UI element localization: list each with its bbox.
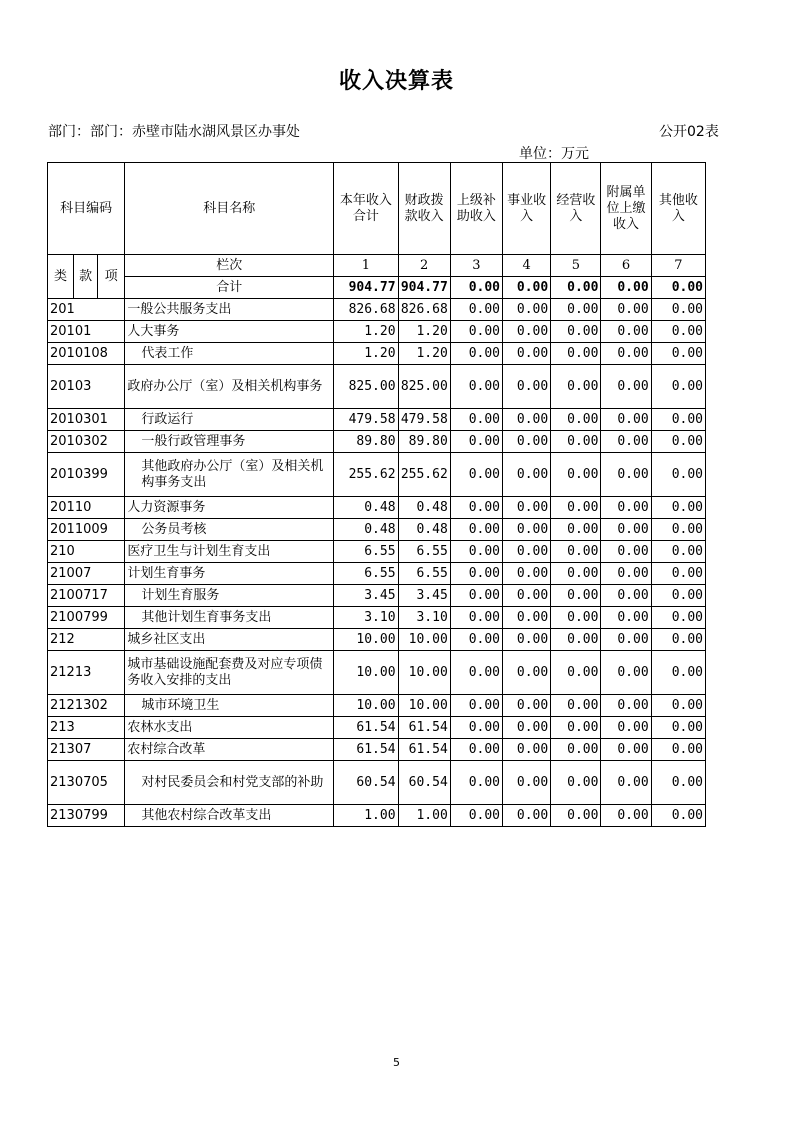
row-value: 479.58 bbox=[334, 409, 398, 431]
row-value: 0.00 bbox=[450, 629, 502, 651]
row-value: 1.00 bbox=[334, 805, 398, 827]
row-value: 3.10 bbox=[334, 607, 398, 629]
row-value: 0.00 bbox=[450, 365, 502, 409]
row-value: 0.00 bbox=[503, 431, 551, 453]
row-value: 0.00 bbox=[651, 497, 705, 519]
table-row bbox=[48, 695, 706, 717]
row-value: 0.00 bbox=[651, 453, 705, 497]
header-name: 科目名称 bbox=[125, 163, 334, 255]
row-value: 0.00 bbox=[551, 409, 601, 431]
row-name: 城市环境卫生 bbox=[125, 695, 334, 717]
row-value: 0.00 bbox=[503, 343, 551, 365]
row-value: 0.00 bbox=[551, 629, 601, 651]
table-row bbox=[48, 497, 706, 519]
row-value: 0.00 bbox=[450, 761, 502, 805]
row-value: 10.00 bbox=[398, 651, 450, 695]
col-index: 2 bbox=[398, 255, 450, 277]
row-value: 0.00 bbox=[551, 695, 601, 717]
table-row bbox=[48, 519, 706, 541]
row-code: 21213 bbox=[48, 651, 125, 695]
row-value: 60.54 bbox=[334, 761, 398, 805]
row-code: 2130705 bbox=[48, 761, 125, 805]
total-value: 0.00 bbox=[651, 277, 705, 299]
total-label: 合计 bbox=[125, 277, 334, 299]
page-title: 收入决算表 bbox=[338, 69, 454, 94]
row-value: 0.00 bbox=[503, 541, 551, 563]
row-value: 61.54 bbox=[334, 739, 398, 761]
row-value: 0.00 bbox=[651, 651, 705, 695]
row-value: 0.00 bbox=[450, 299, 502, 321]
row-code: 2130799 bbox=[48, 805, 125, 827]
row-value: 0.00 bbox=[503, 717, 551, 739]
row-value: 10.00 bbox=[398, 695, 450, 717]
row-value: 0.00 bbox=[450, 519, 502, 541]
row-name: 人大事务 bbox=[125, 321, 334, 343]
row-value: 0.00 bbox=[551, 585, 601, 607]
row-value: 6.55 bbox=[334, 563, 398, 585]
row-value: 826.68 bbox=[334, 299, 398, 321]
table-row bbox=[48, 761, 706, 805]
row-value: 0.00 bbox=[601, 563, 651, 585]
row-value: 1.20 bbox=[334, 321, 398, 343]
row-value: 0.00 bbox=[450, 453, 502, 497]
row-value: 0.00 bbox=[503, 739, 551, 761]
row-value: 0.00 bbox=[651, 299, 705, 321]
row-code: 201 bbox=[48, 299, 125, 321]
row-value: 0.00 bbox=[503, 365, 551, 409]
table-row bbox=[48, 585, 706, 607]
row-value: 0.00 bbox=[503, 629, 551, 651]
table-row bbox=[48, 629, 706, 651]
row-value: 0.00 bbox=[551, 453, 601, 497]
header-lanci: 栏次 bbox=[125, 255, 334, 277]
table-row bbox=[48, 563, 706, 585]
page-number: 5 bbox=[393, 1056, 400, 1069]
row-name: 城市基础设施配套费及对应专项债务收入安排的支出 bbox=[125, 651, 334, 695]
header-c7: 其他收入 bbox=[651, 163, 705, 255]
header-xiang: 项 bbox=[98, 255, 125, 299]
row-code: 2010301 bbox=[48, 409, 125, 431]
row-name: 公务员考核 bbox=[125, 519, 334, 541]
row-value: 0.00 bbox=[601, 607, 651, 629]
row-value: 0.00 bbox=[450, 563, 502, 585]
row-value: 0.00 bbox=[651, 431, 705, 453]
row-value: 0.00 bbox=[601, 541, 651, 563]
table-row bbox=[48, 453, 706, 497]
row-value: 0.48 bbox=[334, 519, 398, 541]
row-value: 0.00 bbox=[651, 629, 705, 651]
row-name: 其他农村综合改革支出 bbox=[125, 805, 334, 827]
header-lei: 类 bbox=[48, 255, 74, 299]
col-index: 7 bbox=[651, 255, 705, 277]
row-value: 825.00 bbox=[398, 365, 450, 409]
table-row bbox=[48, 431, 706, 453]
row-value: 0.00 bbox=[651, 563, 705, 585]
table-row bbox=[48, 651, 706, 695]
row-name: 一般公共服务支出 bbox=[125, 299, 334, 321]
row-value: 0.00 bbox=[503, 321, 551, 343]
row-value: 0.00 bbox=[651, 365, 705, 409]
row-code: 20103 bbox=[48, 365, 125, 409]
col-index: 4 bbox=[503, 255, 551, 277]
row-value: 60.54 bbox=[398, 761, 450, 805]
row-value: 0.00 bbox=[651, 607, 705, 629]
row-code: 20110 bbox=[48, 497, 125, 519]
row-value: 0.00 bbox=[551, 299, 601, 321]
row-value: 3.45 bbox=[334, 585, 398, 607]
row-value: 0.00 bbox=[503, 761, 551, 805]
row-code: 213 bbox=[48, 717, 125, 739]
table-row bbox=[48, 717, 706, 739]
row-name: 对村民委员会和村党支部的补助 bbox=[125, 761, 334, 805]
row-code: 210 bbox=[48, 541, 125, 563]
row-value: 0.00 bbox=[503, 409, 551, 431]
row-value: 0.00 bbox=[601, 761, 651, 805]
unit-label: 单位：万元 bbox=[519, 146, 589, 162]
row-value: 0.00 bbox=[450, 585, 502, 607]
row-value: 0.00 bbox=[450, 541, 502, 563]
table-row bbox=[48, 607, 706, 629]
row-name: 代表工作 bbox=[125, 343, 334, 365]
row-value: 10.00 bbox=[334, 651, 398, 695]
row-name: 城乡社区支出 bbox=[125, 629, 334, 651]
row-value: 0.00 bbox=[551, 365, 601, 409]
row-name: 人力资源事务 bbox=[125, 497, 334, 519]
row-value: 0.00 bbox=[601, 717, 651, 739]
header-c3: 上级补助收入 bbox=[450, 163, 502, 255]
header-c6: 附属单位上缴收入 bbox=[601, 163, 651, 255]
row-value: 0.00 bbox=[551, 805, 601, 827]
row-value: 0.00 bbox=[651, 585, 705, 607]
row-value: 0.00 bbox=[551, 563, 601, 585]
total-value: 0.00 bbox=[503, 277, 551, 299]
row-value: 0.00 bbox=[651, 321, 705, 343]
row-value: 0.00 bbox=[651, 695, 705, 717]
header-code: 科目编码 bbox=[48, 163, 125, 255]
row-value: 0.00 bbox=[503, 453, 551, 497]
row-value: 0.00 bbox=[450, 431, 502, 453]
row-value: 0.48 bbox=[398, 497, 450, 519]
row-value: 0.00 bbox=[503, 607, 551, 629]
row-value: 0.00 bbox=[551, 739, 601, 761]
total-value: 0.00 bbox=[551, 277, 601, 299]
row-value: 0.00 bbox=[651, 343, 705, 365]
row-code: 21007 bbox=[48, 563, 125, 585]
row-value: 61.54 bbox=[398, 717, 450, 739]
row-value: 0.00 bbox=[651, 717, 705, 739]
row-value: 0.00 bbox=[503, 585, 551, 607]
header-kuan: 款 bbox=[74, 255, 98, 299]
row-value: 479.58 bbox=[398, 409, 450, 431]
row-value: 0.00 bbox=[450, 717, 502, 739]
row-name: 一般行政管理事务 bbox=[125, 431, 334, 453]
row-value: 0.00 bbox=[651, 519, 705, 541]
row-code: 2100717 bbox=[48, 585, 125, 607]
row-value: 1.20 bbox=[334, 343, 398, 365]
table-row bbox=[48, 541, 706, 563]
row-value: 0.00 bbox=[551, 761, 601, 805]
row-name: 医疗卫生与计划生育支出 bbox=[125, 541, 334, 563]
row-value: 0.00 bbox=[551, 497, 601, 519]
row-value: 3.45 bbox=[398, 585, 450, 607]
row-value: 3.10 bbox=[398, 607, 450, 629]
row-value: 0.00 bbox=[551, 321, 601, 343]
row-value: 0.00 bbox=[651, 805, 705, 827]
row-value: 0.00 bbox=[503, 519, 551, 541]
table-row bbox=[48, 409, 706, 431]
row-value: 255.62 bbox=[334, 453, 398, 497]
row-value: 0.00 bbox=[601, 585, 651, 607]
row-name: 行政运行 bbox=[125, 409, 334, 431]
row-value: 10.00 bbox=[334, 695, 398, 717]
col-index: 1 bbox=[334, 255, 398, 277]
row-value: 0.00 bbox=[450, 321, 502, 343]
row-value: 255.62 bbox=[398, 453, 450, 497]
header-c2: 财政拨款收入 bbox=[398, 163, 450, 255]
col-index: 6 bbox=[601, 255, 651, 277]
row-value: 0.00 bbox=[503, 497, 551, 519]
row-value: 0.48 bbox=[334, 497, 398, 519]
row-value: 0.00 bbox=[503, 299, 551, 321]
row-name: 计划生育事务 bbox=[125, 563, 334, 585]
row-value: 0.00 bbox=[551, 651, 601, 695]
row-value: 0.48 bbox=[398, 519, 450, 541]
row-code: 212 bbox=[48, 629, 125, 651]
row-value: 825.00 bbox=[334, 365, 398, 409]
row-value: 0.00 bbox=[601, 739, 651, 761]
row-value: 0.00 bbox=[450, 607, 502, 629]
row-value: 0.00 bbox=[551, 343, 601, 365]
row-value: 89.80 bbox=[334, 431, 398, 453]
row-name: 政府办公厅（室）及相关机构事务 bbox=[125, 365, 334, 409]
row-value: 0.00 bbox=[551, 519, 601, 541]
row-code: 20101 bbox=[48, 321, 125, 343]
row-value: 0.00 bbox=[601, 805, 651, 827]
total-value: 0.00 bbox=[450, 277, 502, 299]
row-value: 61.54 bbox=[398, 739, 450, 761]
header-c1: 本年收入合计 bbox=[334, 163, 398, 255]
row-value: 0.00 bbox=[601, 431, 651, 453]
row-value: 1.00 bbox=[398, 805, 450, 827]
row-name: 计划生育服务 bbox=[125, 585, 334, 607]
row-value: 0.00 bbox=[601, 651, 651, 695]
row-name: 农村综合改革 bbox=[125, 739, 334, 761]
row-value: 826.68 bbox=[398, 299, 450, 321]
row-code: 2100799 bbox=[48, 607, 125, 629]
row-value: 0.00 bbox=[601, 365, 651, 409]
row-value: 0.00 bbox=[601, 321, 651, 343]
row-value: 0.00 bbox=[651, 541, 705, 563]
row-value: 0.00 bbox=[503, 651, 551, 695]
table-row bbox=[48, 321, 706, 343]
row-value: 89.80 bbox=[398, 431, 450, 453]
table-row bbox=[48, 365, 706, 409]
row-value: 0.00 bbox=[503, 563, 551, 585]
row-value: 0.00 bbox=[450, 343, 502, 365]
total-value: 904.77 bbox=[334, 277, 398, 299]
row-code: 2010108 bbox=[48, 343, 125, 365]
row-name: 其他政府办公厅（室）及相关机构事务支出 bbox=[125, 453, 334, 497]
row-value: 0.00 bbox=[551, 607, 601, 629]
row-value: 0.00 bbox=[503, 805, 551, 827]
row-value: 0.00 bbox=[601, 453, 651, 497]
row-value: 0.00 bbox=[601, 409, 651, 431]
row-code: 2011009 bbox=[48, 519, 125, 541]
row-value: 61.54 bbox=[334, 717, 398, 739]
header-c4: 事业收入 bbox=[503, 163, 551, 255]
row-value: 0.00 bbox=[551, 431, 601, 453]
total-value: 904.77 bbox=[398, 277, 450, 299]
row-value: 0.00 bbox=[551, 717, 601, 739]
table-row bbox=[48, 299, 706, 321]
row-code: 2121302 bbox=[48, 695, 125, 717]
row-value: 0.00 bbox=[601, 695, 651, 717]
row-value: 0.00 bbox=[601, 299, 651, 321]
row-value: 0.00 bbox=[601, 343, 651, 365]
table-row bbox=[48, 805, 706, 827]
row-value: 0.00 bbox=[651, 761, 705, 805]
table-row bbox=[48, 739, 706, 761]
row-value: 1.20 bbox=[398, 343, 450, 365]
col-index: 3 bbox=[450, 255, 502, 277]
header-c5: 经营收入 bbox=[551, 163, 601, 255]
row-value: 0.00 bbox=[651, 739, 705, 761]
row-value: 0.00 bbox=[450, 497, 502, 519]
row-value: 10.00 bbox=[334, 629, 398, 651]
row-value: 6.55 bbox=[398, 563, 450, 585]
total-value: 0.00 bbox=[601, 277, 651, 299]
row-value: 0.00 bbox=[450, 651, 502, 695]
row-value: 0.00 bbox=[601, 629, 651, 651]
income-table bbox=[47, 162, 706, 827]
department-label: 部门：部门：赤壁市陆水湖风景区办事处 bbox=[48, 124, 300, 140]
row-value: 10.00 bbox=[398, 629, 450, 651]
row-value: 0.00 bbox=[450, 805, 502, 827]
row-code: 2010302 bbox=[48, 431, 125, 453]
row-value: 6.55 bbox=[398, 541, 450, 563]
row-value: 0.00 bbox=[450, 695, 502, 717]
row-value: 6.55 bbox=[334, 541, 398, 563]
row-value: 0.00 bbox=[503, 695, 551, 717]
row-value: 0.00 bbox=[450, 739, 502, 761]
form-number: 公开02表 bbox=[659, 124, 719, 140]
row-value: 0.00 bbox=[601, 497, 651, 519]
row-value: 1.20 bbox=[398, 321, 450, 343]
table-row bbox=[48, 343, 706, 365]
row-value: 0.00 bbox=[551, 541, 601, 563]
row-code: 21307 bbox=[48, 739, 125, 761]
col-index: 5 bbox=[551, 255, 601, 277]
row-value: 0.00 bbox=[601, 519, 651, 541]
row-code: 2010399 bbox=[48, 453, 125, 497]
row-value: 0.00 bbox=[450, 409, 502, 431]
row-name: 农林水支出 bbox=[125, 717, 334, 739]
row-value: 0.00 bbox=[651, 409, 705, 431]
row-name: 其他计划生育事务支出 bbox=[125, 607, 334, 629]
